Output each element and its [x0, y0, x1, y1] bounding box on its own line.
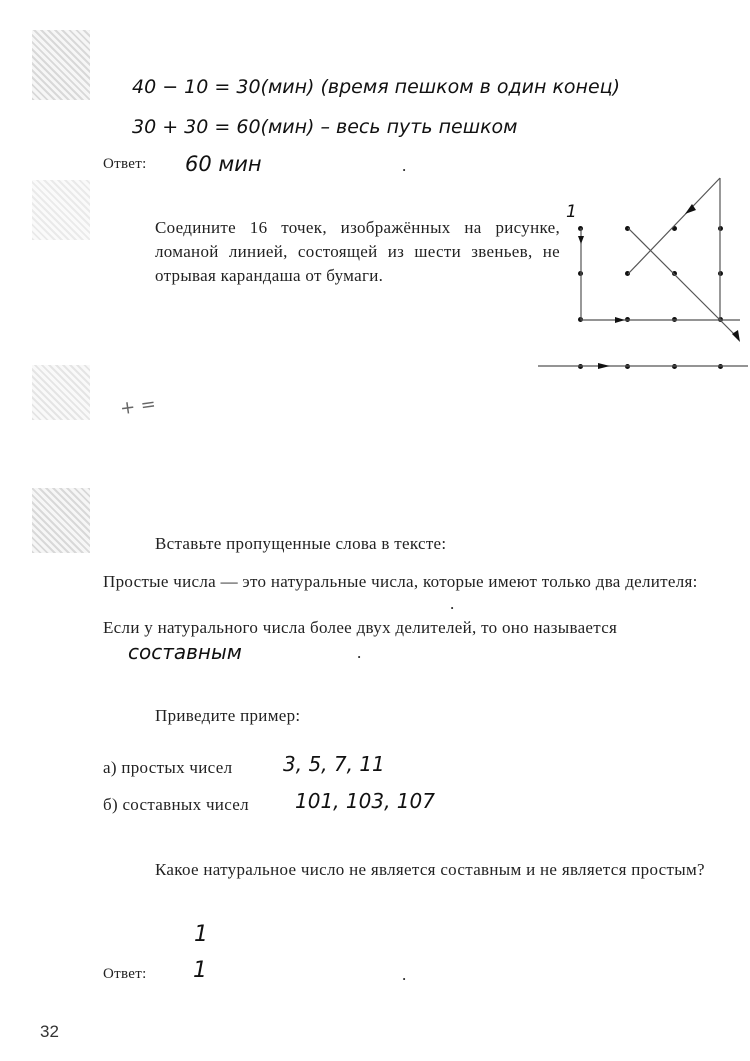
- task-one-scratch: 1: [194, 922, 208, 947]
- dots-figure: [530, 170, 750, 380]
- task-examples-title: Приведите пример:: [155, 706, 301, 725]
- task-one-answer-value: 1: [193, 958, 207, 983]
- start-mark: 1: [566, 202, 577, 222]
- example-a-value: 3, 5, 7, 11: [283, 752, 385, 776]
- margin-mark-1: [32, 30, 90, 100]
- page-number: 32: [40, 1022, 59, 1041]
- sentence1-start: Простые числа — это натуральные числа, которые имеют только два делителя:: [103, 572, 698, 591]
- margin-mark-4: [32, 488, 90, 553]
- task-words-title: Вставьте пропущенные слова в тексте:: [155, 534, 447, 553]
- margin-mark-3: [32, 365, 90, 420]
- margin-mark-2: [32, 180, 90, 240]
- answer-value: 60 мин: [185, 152, 262, 176]
- task-one-answer-end: .: [402, 965, 407, 984]
- sentence2-end: .: [357, 643, 362, 662]
- answer-label: Ответ:: [103, 156, 147, 172]
- task-words-sentence1: [103, 570, 725, 594]
- scribble: + =: [118, 393, 158, 420]
- example-b-value: 101, 103, 107: [295, 789, 435, 813]
- hand-note-line1: 40 − 10 = 30(мин) (время пешком в один конец): [132, 76, 620, 98]
- hand-note-line2: 30 + 30 = 60(мин) – весь путь пешком: [132, 116, 518, 138]
- answer-end: .: [402, 156, 407, 175]
- example-a-label: а) простых чисел: [103, 758, 233, 777]
- task-dots-text: Соедините 16 точек, изображённых на рисунке, ломаной линией, состоящей из шести звеньев, не отрывая карандаша от бумаги.: [155, 218, 560, 285]
- task-one-question: Какое натуральное число не является составным и не является простым?: [155, 860, 705, 879]
- task-one-answer-label: Ответ:: [103, 966, 147, 982]
- task-words-sentence2: Если у натурального числа более двух делителей, то оно называется: [103, 618, 618, 637]
- sentence1-end: .: [450, 594, 455, 613]
- task-words-answer: составным: [128, 640, 242, 664]
- example-b-label: б) составных чисел: [103, 795, 249, 814]
- solution-polyline: [530, 170, 750, 380]
